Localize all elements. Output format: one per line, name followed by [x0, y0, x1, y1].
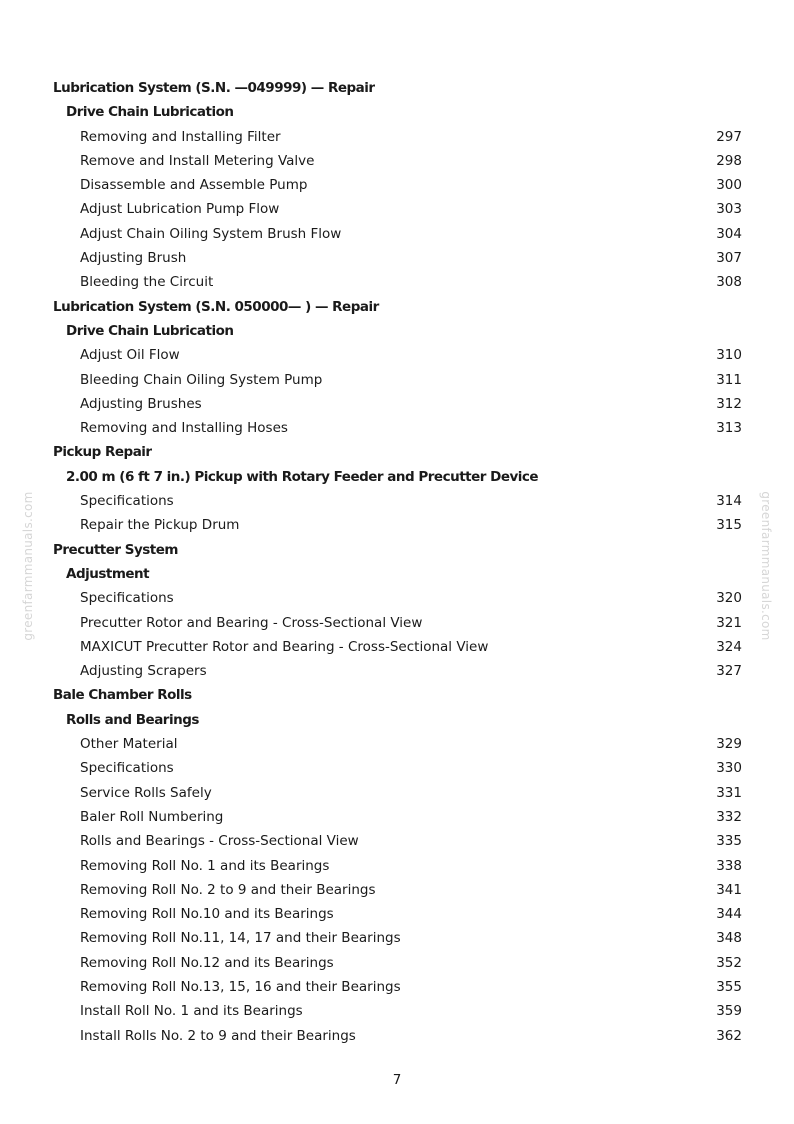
toc-entry-page: 348 [716, 930, 742, 947]
toc-entry-page: 330 [716, 760, 742, 777]
toc-entry-page: 300 [716, 177, 742, 194]
toc-entry-title: Lubrication System (S.N. 050000— ) — Repair [53, 298, 379, 315]
toc-entry-title: Rolls and Bearings [66, 711, 199, 728]
toc-entry[interactable] [53, 635, 743, 659]
toc-entry[interactable] [53, 829, 743, 853]
toc-entry-page: 321 [716, 614, 742, 631]
toc-entry[interactable] [53, 222, 743, 246]
toc-entry-title: Specifications [80, 590, 174, 607]
toc-entry-title: Adjusting Brush [80, 250, 187, 267]
toc-entry-title: Bleeding Chain Oiling System Pump [80, 371, 323, 388]
toc-entry-title: Bale Chamber Rolls [53, 687, 192, 704]
toc-entry[interactable] [53, 173, 743, 197]
toc-entry-title: Removing Roll No.13, 15, 16 and their Bearings [80, 978, 401, 995]
toc-entry-page: 303 [716, 201, 742, 218]
toc-entry-page: 341 [716, 881, 742, 898]
toc-entry-title: Adjusting Scrapers [80, 663, 207, 680]
toc-entry-title: Adjust Oil Flow [80, 347, 180, 364]
toc-entry-page: 359 [716, 1003, 742, 1020]
toc-entry-title: Disassemble and Assemble Pump [80, 177, 308, 194]
toc-entry-title: Precutter System [53, 541, 178, 558]
toc-entry-page: 314 [716, 493, 742, 510]
toc-entry-page: 352 [716, 954, 742, 971]
toc-entry[interactable] [53, 611, 743, 635]
watermark-right: greenfarmmanuals.com [759, 491, 773, 641]
toc-entry[interactable] [53, 197, 743, 221]
toc-entry-title: Removing Roll No.12 and its Bearings [80, 954, 334, 971]
toc-entry[interactable] [53, 659, 743, 683]
toc-entry-title: Adjustment [66, 565, 150, 582]
toc-entry[interactable] [53, 1024, 743, 1048]
toc-entry-page: 308 [716, 274, 742, 291]
watermark-left: greenfarmmanuals.com [21, 491, 35, 641]
toc-subsection[interactable] [53, 708, 743, 732]
toc-section[interactable] [53, 538, 743, 562]
toc-entry-title: Install Roll No. 1 and its Bearings [80, 1003, 303, 1020]
toc-entry-page: 335 [716, 833, 742, 850]
toc-entry-title: Drive Chain Lubrication [66, 104, 234, 121]
toc-entry[interactable] [53, 999, 743, 1023]
toc-entry[interactable] [53, 125, 743, 149]
toc-entry-title: Precutter Rotor and Bearing - Cross-Sectional View [80, 614, 423, 631]
toc-section[interactable] [53, 440, 743, 464]
toc-subsection[interactable] [53, 465, 743, 489]
toc-entry-page: 307 [716, 250, 742, 267]
toc-entry[interactable] [53, 878, 743, 902]
toc-entry-title: MAXICUT Precutter Rotor and Bearing - Cross-Sectional View [80, 638, 489, 655]
toc-entry[interactable] [53, 343, 743, 367]
toc-entry[interactable] [53, 246, 743, 270]
toc-entry-page: 338 [716, 857, 742, 874]
toc-entry[interactable] [53, 586, 743, 610]
toc-entry-page: 312 [716, 395, 742, 412]
toc-entry-title: Pickup Repair [53, 444, 152, 461]
toc-entry-title: Removing Roll No. 2 to 9 and their Bearings [80, 881, 376, 898]
toc-entry-page: 331 [716, 784, 742, 801]
toc-entry-title: Removing and Installing Hoses [80, 420, 288, 437]
toc-entry[interactable] [53, 513, 743, 537]
toc-entry[interactable] [53, 489, 743, 513]
toc-entry-title: Adjust Chain Oiling System Brush Flow [80, 225, 342, 242]
toc-entry-title: Baler Roll Numbering [80, 808, 224, 825]
toc-entry[interactable] [53, 416, 743, 440]
toc-entry-title: Remove and Install Metering Valve [80, 152, 315, 169]
toc-entry-page: 297 [716, 128, 742, 145]
toc-entry-title: 2.00 m (6 ft 7 in.) Pickup with Rotary Feeder and Precutter Device [66, 468, 539, 485]
toc-entry-page: 332 [716, 808, 742, 825]
toc-section[interactable] [53, 683, 743, 707]
toc-entry-title: Rolls and Bearings - Cross-Sectional View [80, 833, 359, 850]
toc-entry-title: Service Rolls Safely [80, 784, 212, 801]
toc-entry-title: Specifications [80, 493, 174, 510]
toc-subsection[interactable] [53, 562, 743, 586]
toc-entry-page: 355 [716, 978, 742, 995]
toc-entry-title: Adjusting Brushes [80, 395, 202, 412]
toc-entry-title: Bleeding the Circuit [80, 274, 214, 291]
toc-entry[interactable] [53, 805, 743, 829]
toc-entry[interactable] [53, 149, 743, 173]
toc-entry-page: 304 [716, 225, 742, 242]
toc-entry[interactable] [53, 781, 743, 805]
toc-entry[interactable] [53, 902, 743, 926]
toc-entry-title: Removing Roll No. 1 and its Bearings [80, 857, 330, 874]
toc-entry-title: Lubrication System (S.N. —049999) — Repair [53, 80, 375, 96]
toc-entry-page: 327 [716, 663, 742, 680]
toc-entry[interactable] [53, 975, 743, 999]
toc-entry[interactable] [53, 854, 743, 878]
toc-entry-page: 320 [716, 590, 742, 607]
table-of-contents [53, 76, 743, 1048]
toc-entry-title: Specifications [80, 760, 174, 777]
toc-entry-title: Adjust Lubrication Pump Flow [80, 201, 280, 218]
toc-entry-page: 311 [716, 371, 742, 388]
toc-section[interactable] [53, 295, 743, 319]
toc-entry-title: Drive Chain Lubrication [66, 322, 234, 339]
toc-entry[interactable] [53, 270, 743, 294]
toc-entry-page: 315 [716, 517, 742, 534]
toc-entry-page: 344 [716, 906, 742, 923]
toc-entry-title: Other Material [80, 736, 178, 753]
page-number: 7 [392, 1072, 402, 1088]
toc-subsection[interactable] [53, 319, 743, 343]
toc-entry[interactable] [53, 756, 743, 780]
toc-entry[interactable] [53, 368, 743, 392]
toc-entry-page: 310 [716, 347, 742, 364]
toc-entry-page: 329 [716, 736, 742, 753]
toc-entry[interactable] [53, 951, 743, 975]
toc-entry-title: Repair the Pickup Drum [80, 517, 240, 534]
toc-entry-page: 324 [716, 638, 742, 655]
toc-subsection[interactable] [53, 100, 743, 124]
toc-section[interactable] [53, 76, 743, 100]
toc-entry-title: Removing and Installing Filter [80, 128, 281, 145]
toc-entry-page: 362 [716, 1027, 742, 1044]
toc-entry[interactable] [53, 926, 743, 950]
toc-entry-title: Removing Roll No.11, 14, 17 and their Bearings [80, 930, 401, 947]
toc-entry-page: 298 [716, 152, 742, 169]
toc-entry[interactable] [53, 732, 743, 756]
toc-entry[interactable] [53, 392, 743, 416]
toc-entry-page: 313 [716, 420, 742, 437]
toc-entry-title: Install Rolls No. 2 to 9 and their Bearings [80, 1027, 356, 1044]
toc-entry-title: Removing Roll No.10 and its Bearings [80, 906, 334, 923]
